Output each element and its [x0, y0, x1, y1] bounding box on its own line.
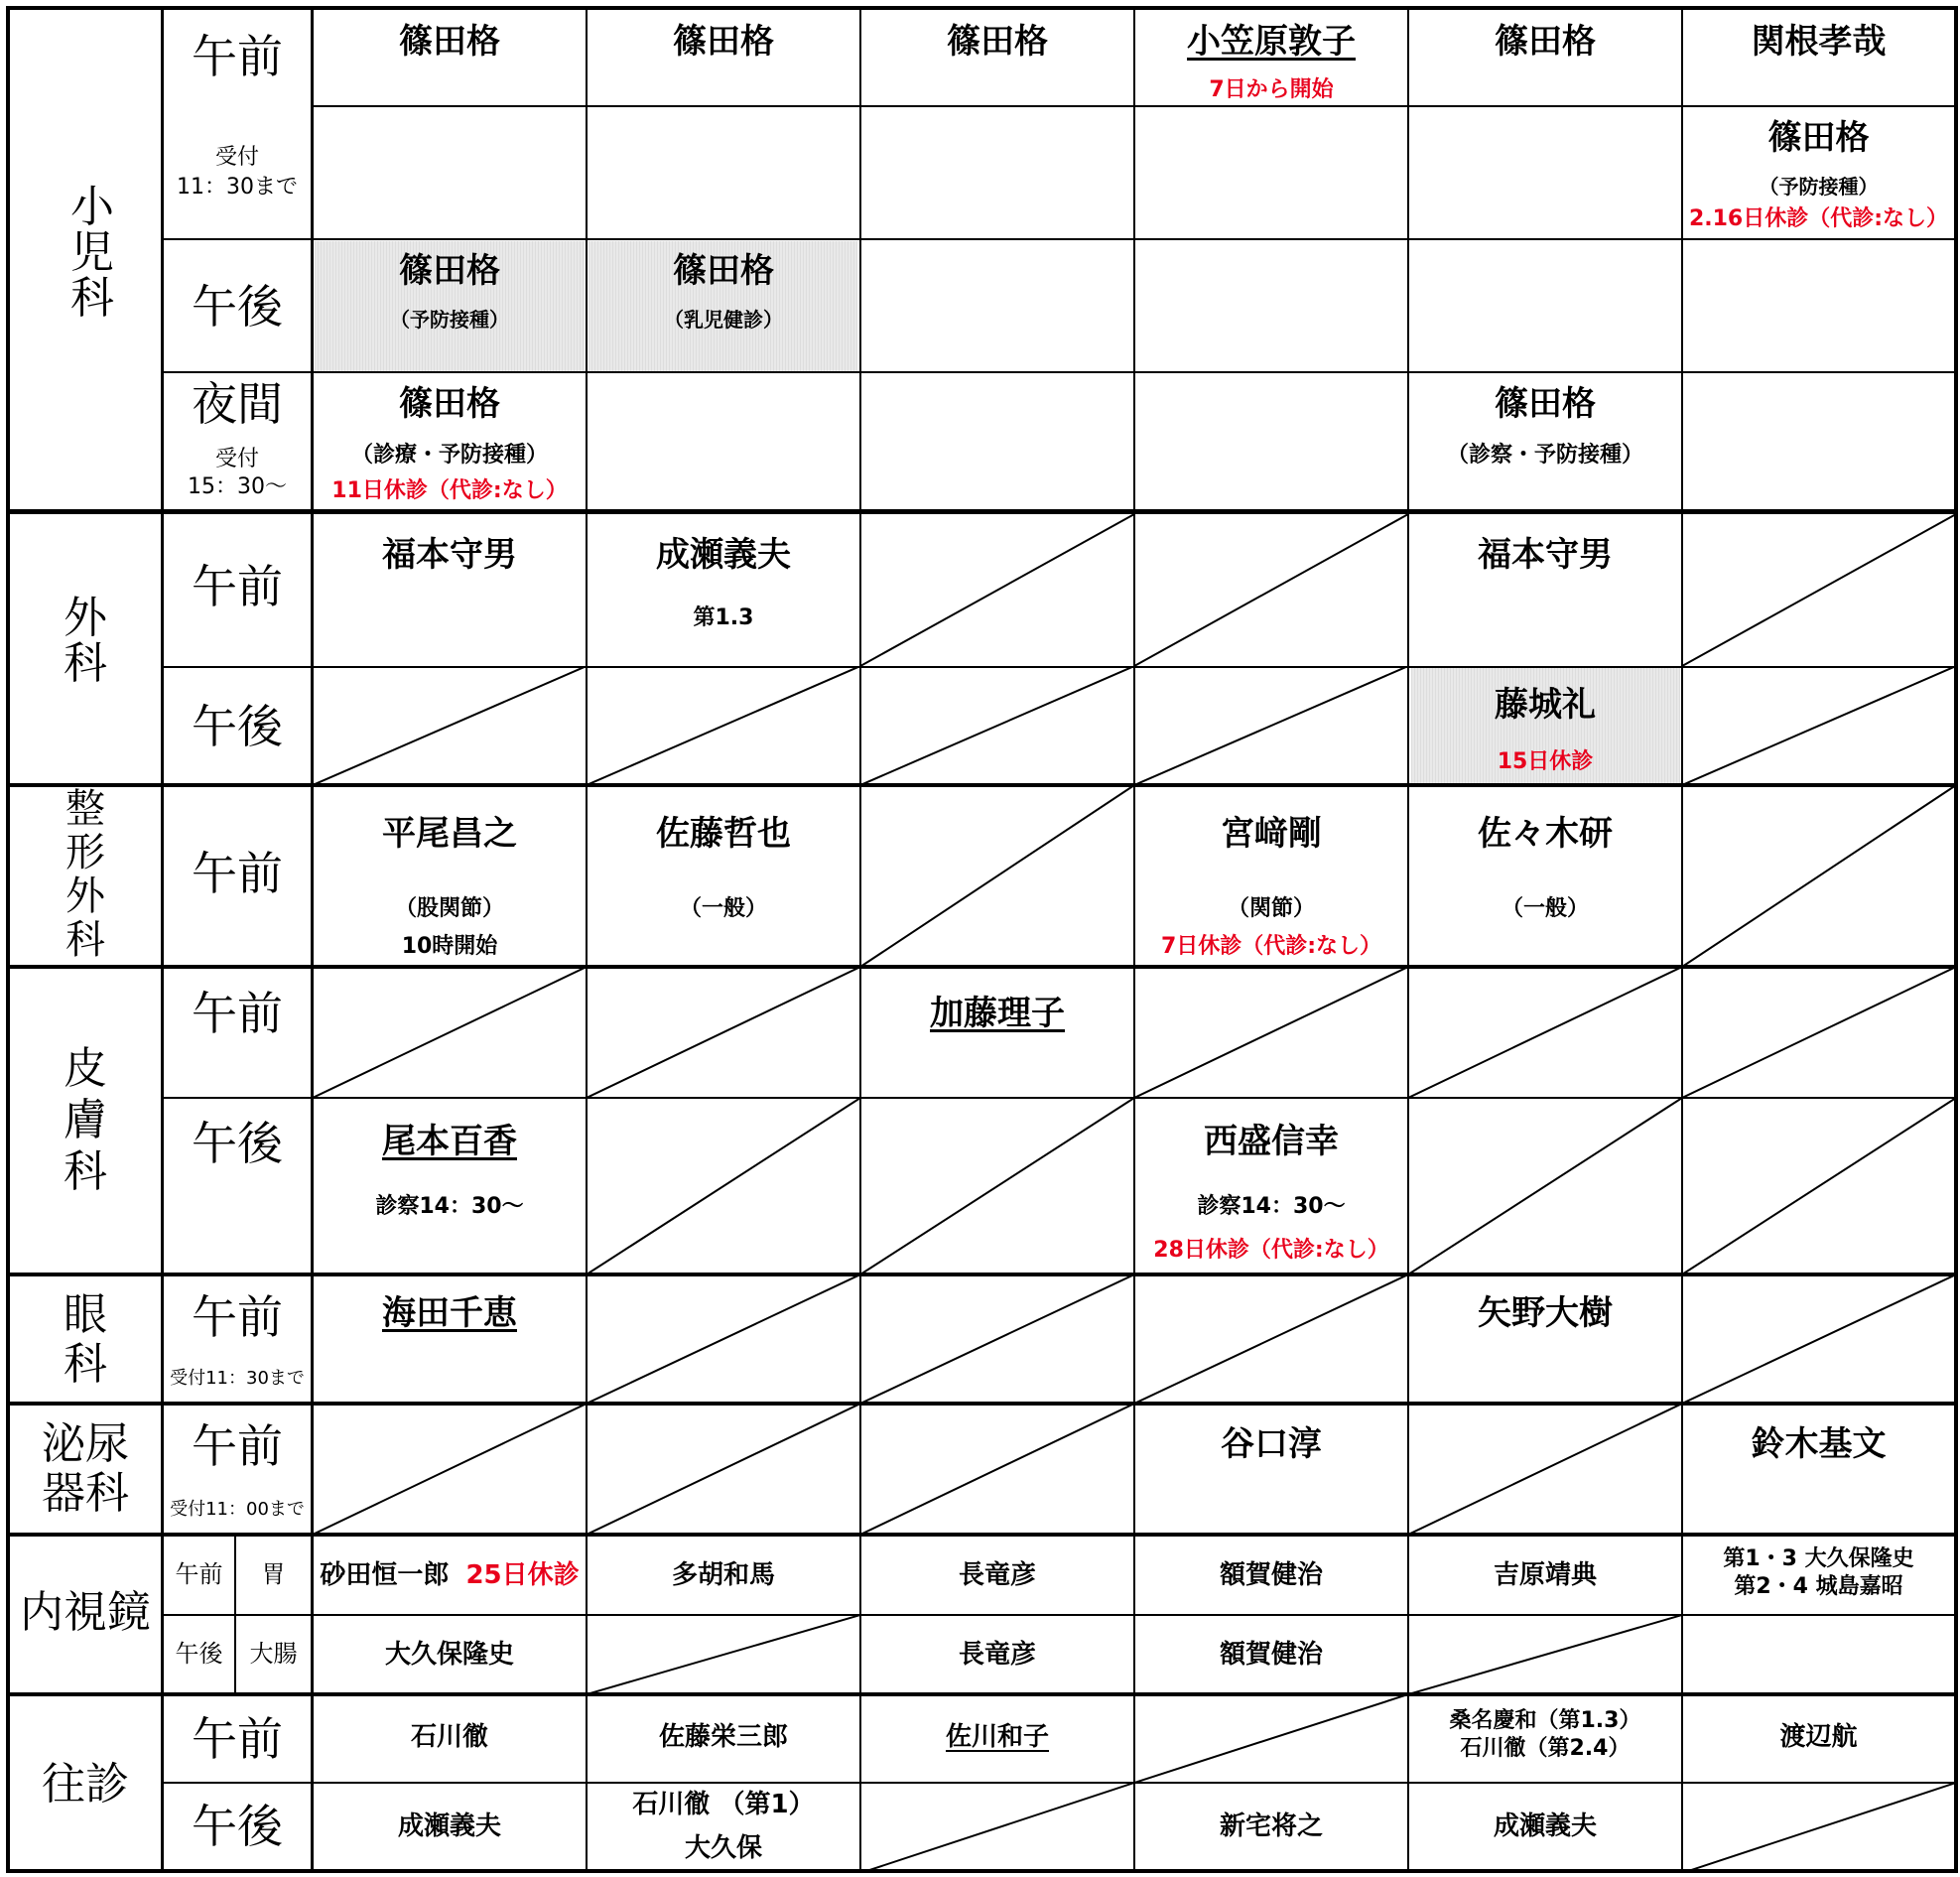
empty-slot-diagonal [1682, 785, 1956, 967]
empty-slot-diagonal [1408, 967, 1682, 1098]
period-peds-night [164, 373, 311, 509]
empty-slot-diagonal [1682, 514, 1956, 666]
doctor-sub: （股関節） [394, 896, 504, 921]
period-label: 午前 [192, 1712, 283, 1766]
empty-slot-diagonal [860, 514, 1134, 666]
doctor-name: 福本守男 [1478, 535, 1613, 575]
doctor-name [861, 1724, 1133, 1750]
doctor-name: 篠田格 [399, 384, 500, 424]
doctor-sub: （一般） [1501, 896, 1589, 921]
endo-colon-c3 [861, 1616, 1133, 1692]
doctor-name-text: 海田千恵 [382, 1293, 517, 1333]
empty-slot-diagonal [1134, 1274, 1408, 1404]
empty-slot-diagonal [587, 1098, 860, 1274]
doctor-name: 篠田格 [947, 22, 1048, 62]
endo-stomach-c6 [1683, 1537, 1954, 1614]
doctor-name [861, 994, 1133, 1033]
empty-slot-diagonal [860, 785, 1134, 967]
empty-slot-diagonal [1682, 1098, 1956, 1274]
period-label: 午後 [192, 700, 283, 753]
doctor-name: 篠田格 [1495, 384, 1596, 424]
reception-label: 15：30～ [188, 474, 287, 499]
endo-stomach-c2 [588, 1537, 859, 1614]
house-pm-c2 [588, 1784, 859, 1869]
derm-pm-c4 [1135, 1099, 1407, 1273]
empty-slot-diagonal [860, 666, 1134, 785]
doctor-name: 篠田格 [673, 251, 774, 291]
derm-am-c3 [861, 969, 1133, 1097]
schedule-note: 11日休診（代診:なし） [331, 478, 568, 503]
doctor-name: 額賀健治 [1219, 1640, 1323, 1670]
peds-night-c1 [314, 373, 586, 509]
doctor-name-text: 小笠原敦子 [1187, 22, 1356, 62]
surg-am-c2 [588, 514, 859, 666]
doctor-name: 谷口淳 [1221, 1424, 1322, 1464]
endo-stomach-c1 [314, 1537, 586, 1614]
schedule-note: 28日休診（代診:なし） [1153, 1238, 1389, 1263]
dept-label: 外科 [64, 593, 107, 689]
dept-label: 眼科 [64, 1289, 107, 1390]
doctor-sub: （予防接種） [1759, 175, 1879, 199]
uro-c6 [1683, 1406, 1954, 1533]
empty-slot-diagonal [860, 1098, 1134, 1274]
empty-slot-diagonal [860, 1404, 1134, 1535]
endo-colon-c1 [314, 1616, 586, 1692]
type-endo-colon [236, 1616, 311, 1692]
empty-slot-diagonal [313, 967, 587, 1098]
period-uro-am [164, 1406, 311, 1533]
period-label: 午前 [192, 987, 283, 1040]
surg-am-c5 [1409, 514, 1681, 666]
doctor-name: 篠田格 [1495, 22, 1596, 62]
doctor-name: 第1・3 大久保隆史 [1723, 1546, 1914, 1571]
schedule-note: 2.16日休診（代診:なし） [1688, 206, 1949, 231]
doctor-name: 石川徹 （第1） [632, 1790, 815, 1819]
empty-slot-diagonal [1134, 1694, 1408, 1783]
orth-c1 [314, 787, 586, 965]
reception-label: 11：30まで [177, 175, 298, 200]
doctor-name: 吉原靖典 [1493, 1560, 1597, 1590]
doctor-name: 渡辺航 [1779, 1722, 1858, 1752]
schedule-note: 25日休診 [465, 1560, 580, 1590]
dept-dermatology [10, 969, 161, 1273]
doctor-name: 平尾昌之 [382, 814, 517, 854]
dept-pediatrics [10, 10, 161, 509]
doctor-name: 額賀健治 [1219, 1560, 1323, 1590]
doctor-name: 成瀬義夫 [397, 1811, 501, 1841]
endo-type-label: 大腸 [249, 1640, 298, 1668]
doctor-name-text: 佐川和子 [945, 1722, 1049, 1752]
doctor-sub: 診察14：30～ [375, 1194, 524, 1219]
doctor-name: 西盛信幸 [1204, 1122, 1339, 1161]
period-label: 午前 [192, 847, 283, 900]
endo-stomach-c3 [861, 1537, 1133, 1614]
dept-label: 皮膚科 [64, 1043, 107, 1197]
doctor-name: 宮﨑剛 [1221, 814, 1322, 854]
doctor-name: 関根孝哉 [1751, 22, 1887, 62]
uro-c4 [1135, 1406, 1407, 1533]
doctor-sub: 診察14：30～ [1197, 1194, 1346, 1219]
dept-endoscopy [10, 1537, 161, 1692]
house-am-c1 [314, 1696, 586, 1782]
empty-slot-diagonal [860, 1783, 1134, 1873]
period-surg-pm [164, 668, 311, 783]
peds-night-c5 [1409, 373, 1681, 509]
period-peds-am2 [164, 107, 311, 238]
empty-slot-diagonal [1134, 514, 1408, 666]
dept-urology [10, 1406, 161, 1533]
doctor-name: 佐藤栄三郎 [658, 1722, 788, 1752]
period-house-pm [164, 1784, 311, 1869]
doctor-sub: （一般） [679, 896, 767, 921]
doctor-name: 矢野大樹 [1478, 1293, 1613, 1333]
empty-slot-diagonal [587, 1274, 860, 1404]
dept-orthopedics [10, 787, 161, 965]
empty-slot-diagonal [1134, 666, 1408, 785]
empty-slot-diagonal [313, 1404, 587, 1535]
dept-label: 整形外科 [65, 787, 105, 963]
doctor-name: 篠田格 [399, 251, 500, 291]
endo-stomach-c4 [1135, 1537, 1407, 1614]
house-am-c5 [1409, 1696, 1681, 1782]
period-surg-am [164, 514, 311, 666]
doctor-name: 第2・4 城島嘉昭 [1734, 1574, 1903, 1599]
empty-slot-diagonal [587, 666, 860, 785]
orth-c5 [1409, 787, 1681, 965]
dept-label: 泌尿器科 [42, 1418, 129, 1519]
doctor-name: 篠田格 [399, 22, 500, 62]
period-opht-am [164, 1276, 311, 1402]
dept-ophthalmology [10, 1276, 161, 1402]
period-orth-am [164, 787, 311, 965]
peds-pm-c1 [314, 240, 586, 371]
period-label: 午前 [192, 1419, 283, 1473]
doctor-name: 石川徹 [410, 1722, 488, 1752]
peds-am-c3 [861, 10, 1133, 105]
schedule-note: 15日休診 [1497, 749, 1594, 774]
period-label: 午前 [175, 1560, 223, 1588]
peds-am-c4 [1135, 10, 1407, 105]
doctor-sub: （予防接種） [390, 308, 509, 332]
orth-c2 [588, 787, 859, 965]
surg-am-c1 [314, 514, 586, 666]
endo-colon-c4 [1135, 1616, 1407, 1692]
period-label: 午前 [192, 30, 283, 83]
period-derm-pm [164, 1099, 311, 1273]
doctor-name-text: 砂田恒一郎 [320, 1560, 450, 1590]
doctor-name [1135, 22, 1407, 62]
period-endo-am [164, 1537, 234, 1614]
opht-c5 [1409, 1276, 1681, 1402]
dept-house-calls [10, 1696, 161, 1869]
doctor-name: 大久保 [684, 1833, 762, 1863]
reception-label: 受付11：30まで [170, 1368, 305, 1389]
empty-slot-diagonal [860, 1274, 1134, 1404]
doctor-name: 長竜彦 [958, 1560, 1036, 1590]
grid-line [161, 666, 1956, 668]
doctor-sub: 10時開始 [401, 934, 498, 959]
dept-label: 小児科 [70, 182, 114, 324]
peds-pm-c2 [588, 240, 859, 371]
peds-am-c2 [588, 10, 859, 105]
doctor-name: 石川徹（第2.4） [1460, 1736, 1631, 1761]
grid-line [1954, 6, 1958, 1873]
period-house-am [164, 1696, 311, 1782]
empty-slot-diagonal [1682, 967, 1956, 1098]
empty-slot-diagonal [1682, 1783, 1956, 1873]
empty-slot-diagonal [1408, 1615, 1682, 1694]
empty-slot-diagonal [1682, 666, 1956, 785]
doctor-name: 大久保隆史 [384, 1640, 514, 1670]
doctor-sub: （乳児健診） [664, 308, 783, 332]
doctor-name: 成瀬義夫 [656, 535, 791, 575]
empty-slot-diagonal [1408, 1098, 1682, 1274]
orth-c4 [1135, 787, 1407, 965]
period-peds-am [164, 10, 311, 105]
empty-slot-diagonal [587, 967, 860, 1098]
period-endo-pm [164, 1616, 234, 1692]
period-derm-am [164, 969, 311, 1097]
peds-am2-c6 [1683, 107, 1954, 238]
type-endo-stomach [236, 1537, 311, 1614]
period-label: 午後 [192, 1800, 283, 1853]
empty-slot-diagonal [1134, 967, 1408, 1098]
dept-label: 往診 [42, 1759, 129, 1810]
house-am-c3 [861, 1696, 1133, 1782]
period-label: 午後 [175, 1640, 223, 1668]
house-am-c6 [1683, 1696, 1954, 1782]
doctor-name: 多胡和馬 [671, 1560, 775, 1590]
doctor-name: 佐々木研 [1478, 814, 1613, 854]
house-pm-c1 [314, 1784, 586, 1869]
doctor-name: 鈴木基文 [1751, 1424, 1887, 1464]
reception-label: 受付11：00まで [170, 1499, 305, 1520]
doctor-name: 新宅将之 [1219, 1811, 1323, 1841]
doctor-name [314, 1562, 586, 1588]
doctor-sub: （関節） [1227, 896, 1315, 921]
doctor-name-text: 尾本百香 [382, 1122, 517, 1161]
period-label: 午後 [192, 1117, 283, 1170]
peds-am-c1 [314, 10, 586, 105]
doctor-sub: （診察・予防接種） [1446, 443, 1643, 468]
doctor-name: 桑名慶和（第1.3） [1449, 1708, 1641, 1733]
schedule-note: 7日休診（代診:なし） [1160, 934, 1382, 959]
reception-label: 受付 [214, 145, 259, 170]
endo-type-label: 胃 [261, 1560, 286, 1588]
period-label: 午前 [192, 560, 283, 613]
doctor-name-text: 加藤理子 [930, 994, 1065, 1033]
doctor-sub: 第1.3 [693, 605, 754, 630]
doctor-name: 長竜彦 [958, 1640, 1036, 1670]
house-am-c2 [588, 1696, 859, 1782]
empty-slot-diagonal [1408, 1404, 1682, 1535]
doctor-name: 佐藤哲也 [656, 814, 791, 854]
empty-slot-diagonal [587, 1404, 860, 1535]
opht-c1 [314, 1276, 586, 1402]
peds-am-c5 [1409, 10, 1681, 105]
endo-stomach-c5 [1409, 1537, 1681, 1614]
dept-surgery [10, 514, 161, 783]
dept-label: 内視鏡 [20, 1587, 151, 1638]
reception-label: 受付 [214, 447, 259, 471]
period-label: 午後 [192, 280, 283, 334]
doctor-name: 篠田格 [673, 22, 774, 62]
empty-slot-diagonal [587, 1615, 860, 1694]
schedule-note: 7日から開始 [1209, 77, 1334, 102]
derm-pm-c1 [314, 1099, 586, 1273]
house-pm-c4 [1135, 1784, 1407, 1869]
empty-slot-diagonal [313, 666, 587, 785]
doctor-name [314, 1293, 586, 1333]
doctor-name: 篠田格 [1767, 118, 1870, 158]
empty-slot-diagonal [1682, 1274, 1956, 1404]
doctor-name: 藤城礼 [1495, 685, 1596, 725]
doctor-name [314, 1122, 586, 1161]
surg-pm-c5 [1409, 668, 1681, 783]
doctor-name: 福本守男 [382, 535, 517, 575]
period-label: 夜間 [192, 377, 283, 431]
peds-am-c6 [1683, 10, 1954, 105]
house-pm-c5 [1409, 1784, 1681, 1869]
doctor-sub: （診療・予防接種） [350, 443, 548, 468]
period-label: 午前 [192, 1290, 283, 1344]
period-peds-pm [164, 240, 311, 371]
doctor-name: 成瀬義夫 [1493, 1811, 1597, 1841]
grid-line [6, 1869, 1958, 1873]
